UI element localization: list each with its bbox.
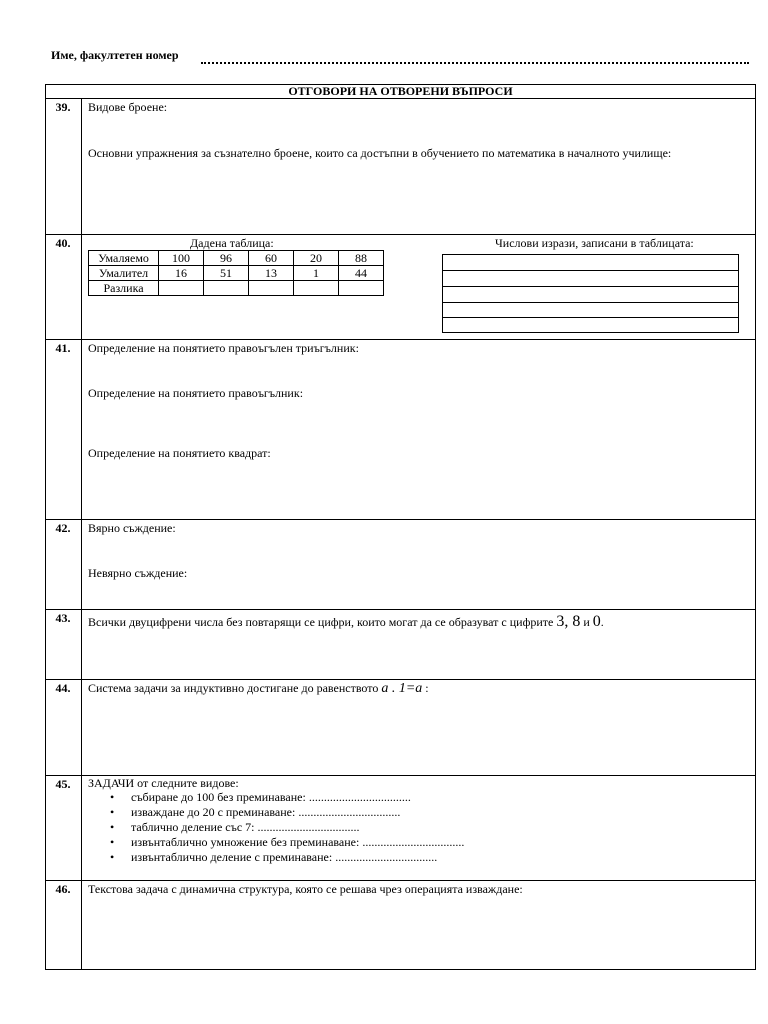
question-number-46: 46.: [55, 882, 71, 896]
name-fill-line[interactable]: [201, 54, 749, 64]
grid-line: [443, 270, 738, 271]
difference-answer-cell[interactable]: [294, 281, 339, 296]
row-divider: [45, 679, 756, 680]
question-number-41: 41.: [55, 341, 71, 355]
table-cell: 20: [294, 251, 339, 266]
list-item: • извънтаблично деление с преминаване: ..................................: [88, 850, 464, 865]
row-divider: [45, 98, 756, 99]
row-label-difference: Разлика: [89, 281, 159, 296]
q42-prompt-true: Вярно съждение:: [88, 521, 176, 535]
q44-prompt: [88, 681, 429, 697]
table-cell: 16: [159, 266, 204, 281]
question-number-40: 40.: [55, 236, 71, 250]
grid-line: [443, 317, 738, 318]
q41-prompt-1: Определение на понятието правоъгълен триъгълник:: [88, 341, 359, 355]
list-item: • събиране до 100 без преминаване: ..................................: [88, 790, 464, 805]
table-cell: 88: [339, 251, 384, 266]
q44-text: Система задачи за индуктивно достигане до равенството: [88, 681, 379, 695]
q43-end: .: [600, 615, 604, 629]
difference-answer-cell[interactable]: [249, 281, 294, 296]
q42-prompt-false: Невярно съждение:: [88, 566, 188, 580]
subtraction-table: [88, 250, 384, 296]
q39-prompt-2: Основни упражнения за съзнателно броене, които са достъпни в обучението по математика в началното училище:: [88, 146, 672, 160]
question-number-45: 45.: [55, 777, 71, 791]
table-cell: 1: [294, 266, 339, 281]
q40-table-caption: Дадена таблица:: [190, 236, 274, 250]
table-cell: 96: [204, 251, 249, 266]
list-item: • изваждане до 20 с преминаване: ..................................: [88, 805, 464, 820]
difference-answer-cell[interactable]: [339, 281, 384, 296]
q39-prompt-1: Видове броене:: [88, 100, 168, 114]
q43-and: и: [583, 615, 590, 629]
table-cell: 13: [249, 266, 294, 281]
row-divider: [45, 880, 756, 881]
list-item: • извънтаблично умножение без преминаване: ..................................: [88, 835, 464, 850]
q43-prompt: [88, 613, 604, 631]
row-divider: [45, 234, 756, 235]
grid-line: [443, 302, 738, 303]
expressions-answer-grid[interactable]: [442, 254, 739, 333]
row-divider: [45, 339, 756, 340]
q46-prompt: Текстова задача с динамична структура, която се решава чрез операцията изваждане:: [88, 882, 523, 896]
row-label-minuend: Умаляемо: [89, 251, 159, 266]
difference-answer-cell[interactable]: [204, 281, 249, 296]
table-row: [89, 251, 384, 266]
table-row: [89, 266, 384, 281]
table-cell: 60: [249, 251, 294, 266]
table-row: [89, 281, 384, 296]
q45-intro: ЗАДАЧИ от следните видове:: [88, 776, 239, 790]
q41-prompt-3: Определение на понятието квадрат:: [88, 446, 271, 460]
q40-expressions-caption: Числови изрази, записани в таблицата:: [495, 236, 694, 250]
q41-prompt-2: Определение на понятието правоъгълник:: [88, 386, 304, 400]
q44-formula: a . 1=a: [381, 681, 423, 696]
table-cell: 51: [204, 266, 249, 281]
q43-text: Всички двуцифрени числа без повтарящи се цифри, които могат да се образуват с цифрите: [88, 615, 554, 629]
difference-answer-cell[interactable]: [159, 281, 204, 296]
q43-digits: 3, 8: [556, 613, 581, 630]
row-label-subtrahend: Умалител: [89, 266, 159, 281]
name-faculty-number-label: Име, факултетен номер: [51, 48, 179, 62]
q44-end: :: [425, 681, 429, 695]
number-column-divider: [81, 98, 82, 970]
grid-line: [443, 286, 738, 287]
question-number-42: 42.: [55, 521, 71, 535]
task-type-list: [88, 790, 464, 865]
question-number-43: 43.: [55, 611, 71, 625]
row-divider: [45, 519, 756, 520]
list-item: • таблично деление със 7: ..................................: [88, 820, 464, 835]
table-cell: 100: [159, 251, 204, 266]
table-title: ОТГОВОРИ НА ОТВОРЕНИ ВЪПРОСИ: [288, 84, 513, 98]
question-number-44: 44.: [55, 681, 71, 695]
table-cell: 44: [339, 266, 384, 281]
question-number-39: 39.: [55, 100, 71, 114]
q43-digit-zero: 0: [592, 613, 601, 630]
row-divider: [45, 609, 756, 610]
